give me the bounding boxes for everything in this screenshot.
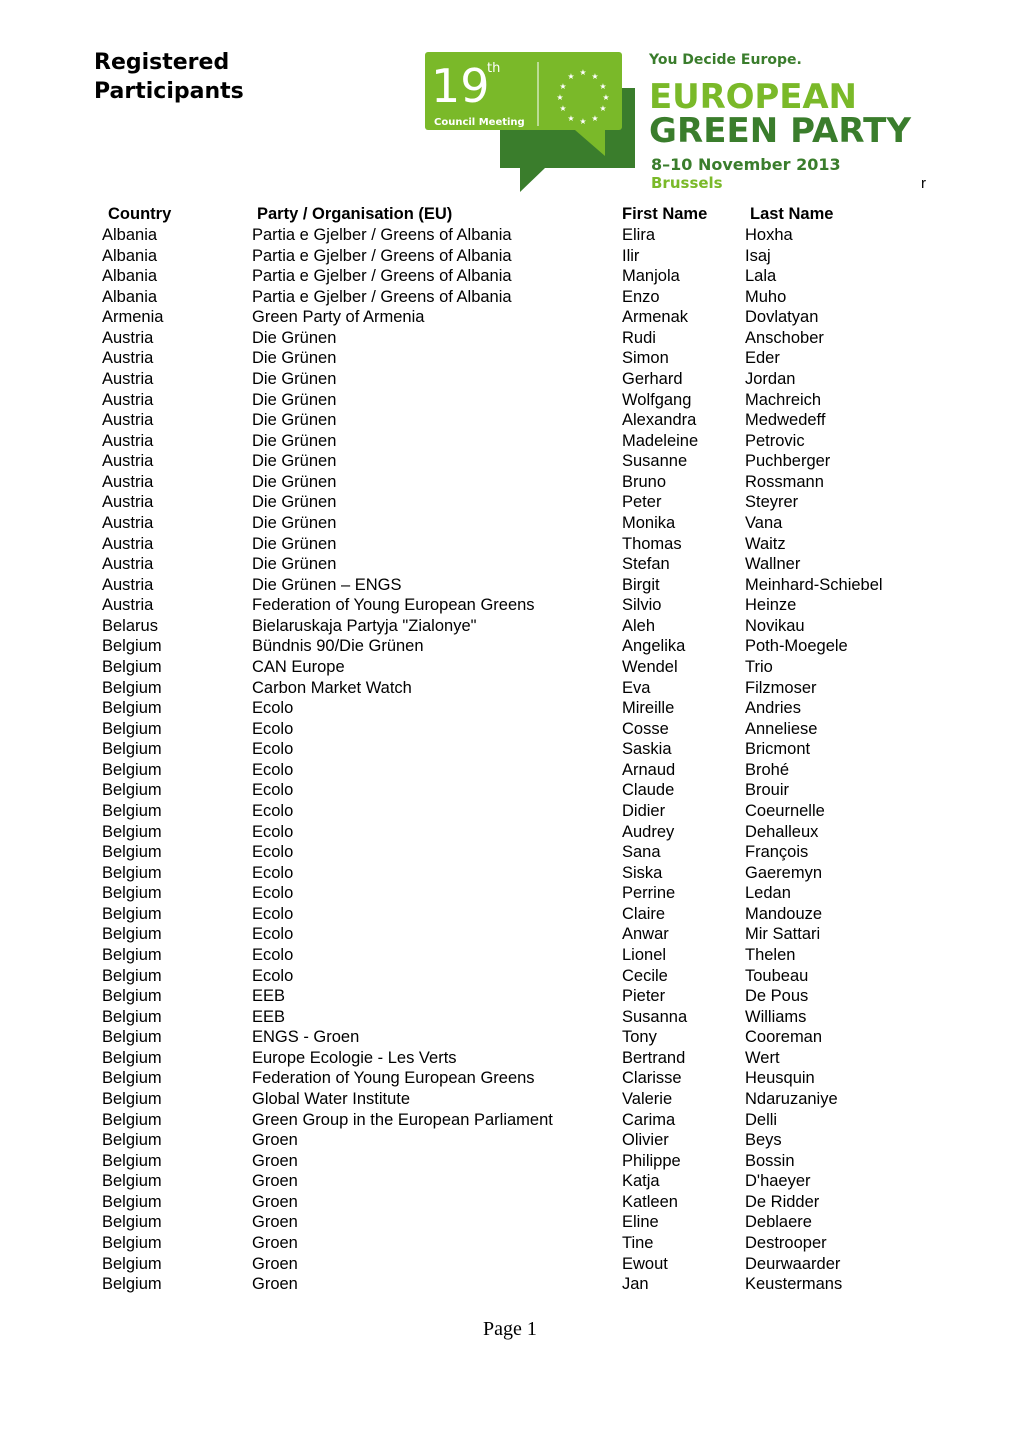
cell-last-name: Heinze <box>745 596 797 615</box>
svg-text:★: ★ <box>579 117 587 126</box>
cell-country: Albania <box>102 226 158 244</box>
cell-first-name: Gerhard <box>622 369 683 388</box>
header-party: Party / Organisation (EU) <box>257 205 453 223</box>
cell-last-name: Anneliese <box>745 719 818 738</box>
table-row <box>0 1111 1020 1131</box>
cell-last-name: Deurwaarder <box>745 1254 841 1273</box>
page-number: Page 1 <box>483 1318 537 1340</box>
cell-last-name: Mandouze <box>745 904 823 923</box>
cell-last-name: Destrooper <box>745 1233 827 1252</box>
cell-last-name: Petrovic <box>745 431 805 450</box>
cell-country: Belgium <box>102 719 162 738</box>
cell-last-name: Wallner <box>745 555 801 574</box>
cell-first-name: Elira <box>622 226 656 244</box>
cell-first-name: Stefan <box>622 555 670 574</box>
cell-party: Ecolo <box>252 843 294 862</box>
table-row <box>0 699 1020 719</box>
cell-first-name: Wolfgang <box>622 390 692 409</box>
cell-last-name: Meinhard-Schiebel <box>745 575 883 594</box>
svg-text:★: ★ <box>599 104 607 113</box>
cell-first-name: Manjola <box>622 267 680 286</box>
cell-last-name: Lala <box>745 267 777 286</box>
table-row <box>0 473 1020 493</box>
cell-party: Ecolo <box>252 801 294 820</box>
cell-country: Belgium <box>102 1275 162 1294</box>
cell-first-name: Birgit <box>622 575 660 594</box>
table-row <box>0 555 1020 575</box>
cell-country: Austria <box>102 452 154 471</box>
cell-last-name: Eder <box>745 349 780 368</box>
cell-party: Ecolo <box>252 822 294 841</box>
table-row <box>0 308 1020 328</box>
table-row <box>0 267 1020 287</box>
table-row <box>0 823 1020 843</box>
table-row <box>0 226 1020 246</box>
table-row <box>0 1152 1020 1172</box>
cell-last-name: Dehalleux <box>745 822 819 841</box>
table-row <box>0 1028 1020 1048</box>
svg-text:You Decide Europe.: You Decide Europe. <box>649 52 802 68</box>
cell-country: Austria <box>102 472 154 491</box>
cell-first-name: Susanna <box>622 1007 688 1026</box>
table-row <box>0 1275 1020 1295</box>
cell-country: Armenia <box>102 308 164 327</box>
svg-text:★: ★ <box>591 72 599 81</box>
cell-party: Bündnis 90/Die Grünen <box>252 637 424 656</box>
cell-last-name: Wert <box>745 1048 780 1067</box>
cell-country: Belgium <box>102 1048 162 1067</box>
cell-party: EEB <box>252 1007 286 1026</box>
cell-first-name: Peter <box>622 493 662 512</box>
cell-last-name: François <box>745 843 809 862</box>
cell-country: Austria <box>102 555 154 574</box>
cell-first-name: Lionel <box>622 945 667 964</box>
cell-party: Federation of Young European Greens <box>252 1069 535 1088</box>
svg-text:8–10 November 2013: 8–10 November 2013 <box>651 155 841 174</box>
cell-party: Partia e Gjelber / Greens of Albania <box>252 246 512 265</box>
cell-party: Groen <box>252 1213 298 1232</box>
svg-text:★: ★ <box>599 82 607 91</box>
cell-party: Global Water Institute <box>252 1089 411 1108</box>
cell-first-name: Alexandra <box>622 411 697 430</box>
cell-country: Austria <box>102 328 154 347</box>
cell-party: Die Grünen <box>252 534 337 553</box>
table-row <box>0 761 1020 781</box>
cell-party: Federation of Young European Greens <box>252 596 535 615</box>
cell-country: Albania <box>102 287 158 306</box>
cell-first-name: Claude <box>622 781 675 800</box>
cell-party: Carbon Market Watch <box>252 678 412 697</box>
cell-country: Belgium <box>102 1254 162 1273</box>
cell-country: Belgium <box>102 1089 162 1108</box>
cell-party: Groen <box>252 1233 298 1252</box>
cell-party: Green Group in the European Parliament <box>252 1110 553 1129</box>
cell-party: Ecolo <box>252 740 294 759</box>
cell-party: Die Grünen <box>252 493 337 512</box>
table-row <box>0 535 1020 555</box>
cell-party: Die Grünen <box>252 555 337 574</box>
cell-country: Belgium <box>102 1131 162 1150</box>
table-row <box>0 1090 1020 1110</box>
svg-text:★: ★ <box>567 72 575 81</box>
table-row <box>0 1255 1020 1275</box>
table-row <box>0 637 1020 657</box>
cell-first-name: Katja <box>622 1172 660 1191</box>
cell-first-name: Tine <box>622 1233 654 1252</box>
cell-first-name: Clarisse <box>622 1069 682 1088</box>
cell-party: Groen <box>252 1172 298 1191</box>
cell-party: Groen <box>252 1192 298 1211</box>
cell-first-name: Susanne <box>622 452 688 471</box>
cell-country: Belgium <box>102 1172 162 1191</box>
cell-last-name: Cooreman <box>745 1028 823 1047</box>
cell-country: Belgium <box>102 884 162 903</box>
table-row <box>0 1131 1020 1151</box>
cell-first-name: Philippe <box>622 1151 681 1170</box>
cell-first-name: Cosse <box>622 719 669 738</box>
document-title <box>94 48 244 106</box>
table-row <box>0 596 1020 616</box>
cell-party: Ecolo <box>252 945 294 964</box>
cell-party: EEB <box>252 987 286 1006</box>
cell-last-name: Heusquin <box>745 1069 815 1088</box>
cell-first-name: Mireille <box>622 699 675 718</box>
cell-first-name: Simon <box>622 349 669 368</box>
cell-last-name: Ndaruzaniye <box>745 1089 838 1108</box>
header-first-name: First Name <box>622 205 708 223</box>
cell-last-name: Delli <box>745 1110 778 1129</box>
cell-first-name: Katleen <box>622 1192 678 1211</box>
table-row <box>0 843 1020 863</box>
cell-country: Albania <box>102 246 158 265</box>
cell-first-name: Enzo <box>622 287 660 306</box>
cell-first-name: Valerie <box>622 1089 673 1108</box>
cell-country: Belgium <box>102 863 162 882</box>
header-country: Country <box>108 205 172 223</box>
cell-last-name: Novikau <box>745 616 805 635</box>
cell-country: Belgium <box>102 699 162 718</box>
table-row <box>0 987 1020 1007</box>
cell-country: Austria <box>102 513 154 532</box>
table-row <box>0 884 1020 904</box>
svg-text:Council Meeting: Council Meeting <box>434 117 525 128</box>
cell-party: Die Grünen <box>252 369 337 388</box>
cell-country: Belgium <box>102 781 162 800</box>
cell-last-name: Muho <box>745 287 787 306</box>
cell-first-name: Angelika <box>622 637 686 656</box>
cell-party: Groen <box>252 1275 298 1294</box>
table-row <box>0 967 1020 987</box>
svg-text:GREEN PARTY: GREEN PARTY <box>649 111 911 151</box>
cell-first-name: Bertrand <box>622 1048 686 1067</box>
cell-last-name: Mir Sattari <box>745 925 821 944</box>
cell-first-name: Eline <box>622 1213 659 1232</box>
cell-first-name: Aleh <box>622 616 656 635</box>
svg-text:★: ★ <box>579 68 587 77</box>
svg-text:Brussels: Brussels <box>651 174 723 192</box>
cell-first-name: Didier <box>622 801 666 820</box>
cell-first-name: Perrine <box>622 884 676 903</box>
cell-country: Belgium <box>102 1007 162 1026</box>
cell-party: Ecolo <box>252 760 294 779</box>
cell-last-name: Puchberger <box>745 452 831 471</box>
cell-first-name: Saskia <box>622 740 672 759</box>
cell-last-name: Hoxha <box>745 226 793 244</box>
cell-first-name: Monika <box>622 513 676 532</box>
cell-party: Ecolo <box>252 699 294 718</box>
cell-first-name: Rudi <box>622 328 656 347</box>
cell-party: Bielaruskaja Partyja "Zialonye" <box>252 616 477 635</box>
cell-last-name: Medwedeff <box>745 411 826 430</box>
cell-last-name: Isaj <box>745 246 771 265</box>
cell-country: Belgium <box>102 945 162 964</box>
cell-first-name: Sana <box>622 843 661 862</box>
table-row <box>0 493 1020 513</box>
table-row <box>0 1234 1020 1254</box>
cell-country: Albania <box>102 267 158 286</box>
cell-party: Die Grünen <box>252 328 337 347</box>
cell-party: Green Party of Armenia <box>252 308 425 327</box>
cell-party: Die Grünen <box>252 390 337 409</box>
svg-text:★: ★ <box>567 114 575 123</box>
table-row <box>0 1008 1020 1028</box>
cell-last-name: Bossin <box>745 1151 795 1170</box>
cell-country: Belgium <box>102 904 162 923</box>
cell-party: Europe Ecologie - Les Verts <box>252 1048 457 1067</box>
cell-last-name: Anschober <box>745 328 824 347</box>
cell-first-name: Pieter <box>622 987 666 1006</box>
cell-country: Belgium <box>102 801 162 820</box>
cell-party: Die Grünen <box>252 513 337 532</box>
cell-country: Belarus <box>102 616 158 635</box>
cell-last-name: Williams <box>745 1007 807 1026</box>
cell-party: Ecolo <box>252 719 294 738</box>
cell-party: Die Grünen <box>252 472 337 491</box>
cell-country: Austria <box>102 431 154 450</box>
table-row <box>0 1069 1020 1089</box>
title-line-2: Participants <box>94 79 244 104</box>
cell-country: Austria <box>102 596 154 615</box>
cell-last-name: Rossmann <box>745 472 824 491</box>
cell-country: Belgium <box>102 987 162 1006</box>
cell-country: Austria <box>102 369 154 388</box>
cell-country: Belgium <box>102 1151 162 1170</box>
table-row <box>0 391 1020 411</box>
cell-country: Belgium <box>102 1110 162 1129</box>
table-row <box>0 1213 1020 1233</box>
table-row <box>0 370 1020 390</box>
cell-country: Austria <box>102 575 154 594</box>
cell-first-name: Armenak <box>622 308 689 327</box>
table-row <box>0 781 1020 801</box>
cell-last-name: Deblaere <box>745 1213 812 1232</box>
cell-country: Belgium <box>102 1233 162 1252</box>
cell-first-name: Olivier <box>622 1131 669 1150</box>
table-row <box>0 802 1020 822</box>
svg-text:★: ★ <box>559 104 567 113</box>
cell-party: CAN Europe <box>252 657 345 676</box>
cell-country: Belgium <box>102 1213 162 1232</box>
cell-party: Die Grünen <box>252 452 337 471</box>
cell-first-name: Claire <box>622 904 666 923</box>
cell-last-name: Vana <box>745 513 783 532</box>
cell-last-name: Waitz <box>745 534 786 553</box>
cell-country: Austria <box>102 493 154 512</box>
table-row <box>0 576 1020 596</box>
table-row <box>0 288 1020 308</box>
cell-party: Ecolo <box>252 781 294 800</box>
table-row <box>0 1172 1020 1192</box>
stray-character: r <box>921 175 926 192</box>
cell-party: Die Grünen <box>252 431 337 450</box>
svg-text:★: ★ <box>602 93 610 102</box>
cell-party: Ecolo <box>252 863 294 882</box>
cell-last-name: Gaeremyn <box>745 863 823 882</box>
cell-country: Austria <box>102 349 154 368</box>
cell-last-name: Filzmoser <box>745 678 817 697</box>
cell-first-name: Wendel <box>622 657 678 676</box>
cell-country: Belgium <box>102 760 162 779</box>
cell-first-name: Ewout <box>622 1254 668 1273</box>
cell-country: Belgium <box>102 1069 162 1088</box>
cell-last-name: Brohé <box>745 760 790 779</box>
cell-last-name: Coeurnelle <box>745 801 825 820</box>
table-row <box>0 864 1020 884</box>
table-row <box>0 720 1020 740</box>
cell-country: Belgium <box>102 1192 162 1211</box>
cell-last-name: De Ridder <box>745 1192 820 1211</box>
cell-first-name: Siska <box>622 863 663 882</box>
cell-country: Austria <box>102 411 154 430</box>
cell-country: Belgium <box>102 966 162 985</box>
table-row <box>0 1193 1020 1213</box>
cell-party: Die Grünen – ENGS <box>252 575 402 594</box>
svg-text:★: ★ <box>559 82 567 91</box>
table-row <box>0 946 1020 966</box>
cell-last-name: Keustermans <box>745 1275 843 1294</box>
cell-last-name: Machreich <box>745 390 822 409</box>
cell-party: Ecolo <box>252 966 294 985</box>
cell-party: Ecolo <box>252 884 294 903</box>
cell-party: Ecolo <box>252 925 294 944</box>
table-row <box>0 740 1020 760</box>
cell-party: ENGS - Groen <box>252 1028 360 1047</box>
cell-first-name: Eva <box>622 678 651 697</box>
cell-country: Austria <box>102 390 154 409</box>
cell-last-name: Andries <box>745 699 801 718</box>
table-row <box>0 432 1020 452</box>
table-row <box>0 679 1020 699</box>
cell-last-name: Bricmont <box>745 740 811 759</box>
egp-council-logo <box>425 50 925 195</box>
cell-last-name: D'haeyer <box>745 1172 811 1191</box>
cell-last-name: Thelen <box>745 945 796 964</box>
table-row <box>0 247 1020 267</box>
cell-country: Belgium <box>102 925 162 944</box>
table-row <box>0 452 1020 472</box>
cell-last-name: Beys <box>745 1131 782 1150</box>
title-line-1: Registered <box>94 50 230 75</box>
cell-party: Partia e Gjelber / Greens of Albania <box>252 267 512 286</box>
cell-party: Groen <box>252 1131 298 1150</box>
cell-first-name: Thomas <box>622 534 682 553</box>
cell-party: Die Grünen <box>252 411 337 430</box>
cell-country: Belgium <box>102 1028 162 1047</box>
table-row <box>0 1049 1020 1069</box>
cell-last-name: Trio <box>745 657 773 676</box>
table-row <box>0 905 1020 925</box>
table-row <box>0 617 1020 637</box>
cell-country: Belgium <box>102 657 162 676</box>
cell-last-name: De Pous <box>745 987 809 1006</box>
cell-party: Die Grünen <box>252 349 337 368</box>
svg-text:19: 19 <box>431 59 490 113</box>
cell-party: Groen <box>252 1254 298 1273</box>
cell-first-name: Ilir <box>622 246 640 265</box>
cell-country: Belgium <box>102 637 162 656</box>
cell-first-name: Arnaud <box>622 760 676 779</box>
cell-first-name: Anwar <box>622 925 669 944</box>
cell-country: Austria <box>102 534 154 553</box>
cell-last-name: Ledan <box>745 884 791 903</box>
cell-first-name: Jan <box>622 1275 649 1294</box>
cell-country: Belgium <box>102 822 162 841</box>
cell-first-name: Audrey <box>622 822 675 841</box>
cell-first-name: Carima <box>622 1110 676 1129</box>
table-row <box>0 658 1020 678</box>
svg-text:★: ★ <box>591 114 599 123</box>
table-row <box>0 514 1020 534</box>
svg-text:th: th <box>487 61 501 76</box>
cell-country: Belgium <box>102 678 162 697</box>
cell-last-name: Jordan <box>745 369 796 388</box>
table-row <box>0 925 1020 945</box>
cell-last-name: Dovlatyan <box>745 308 819 327</box>
header-last-name: Last Name <box>750 205 834 223</box>
cell-last-name: Brouir <box>745 781 790 800</box>
table-row <box>0 411 1020 431</box>
cell-party: Groen <box>252 1151 298 1170</box>
cell-last-name: Steyrer <box>745 493 799 512</box>
cell-party: Partia e Gjelber / Greens of Albania <box>252 226 512 244</box>
cell-country: Belgium <box>102 843 162 862</box>
svg-text:★: ★ <box>556 93 564 102</box>
table-row <box>0 349 1020 369</box>
table-row <box>0 329 1020 349</box>
cell-last-name: Toubeau <box>745 966 809 985</box>
cell-first-name: Tony <box>622 1028 657 1047</box>
cell-first-name: Cecile <box>622 966 668 985</box>
cell-first-name: Silvio <box>622 596 662 615</box>
cell-first-name: Madeleine <box>622 431 699 450</box>
svg-text:EUROPEAN: EUROPEAN <box>649 77 857 117</box>
cell-first-name: Bruno <box>622 472 667 491</box>
cell-country: Belgium <box>102 740 162 759</box>
cell-last-name: Poth-Moegele <box>745 637 848 656</box>
cell-party: Partia e Gjelber / Greens of Albania <box>252 287 512 306</box>
cell-party: Ecolo <box>252 904 294 923</box>
